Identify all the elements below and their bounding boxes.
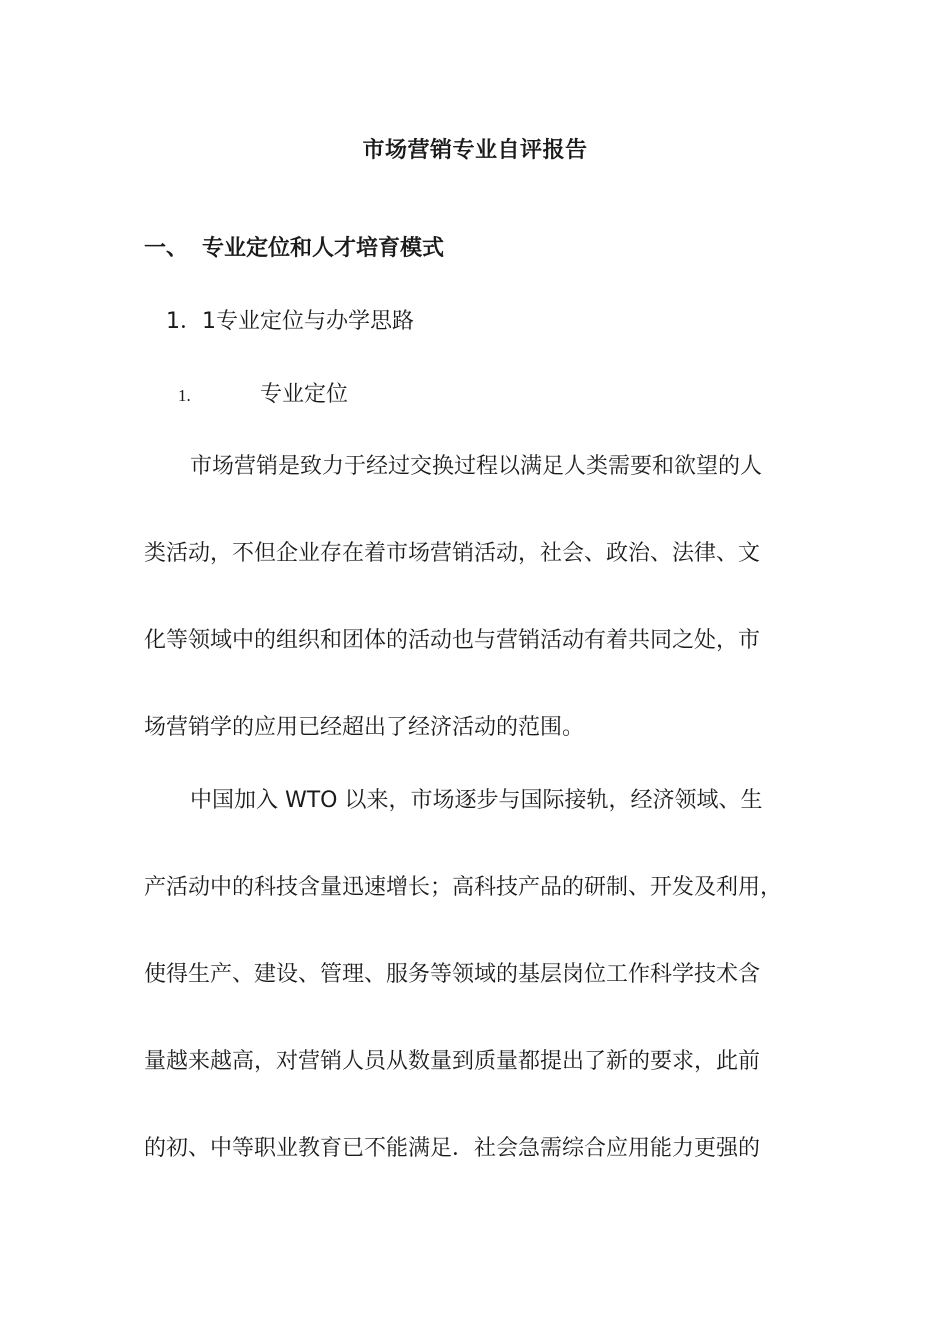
paragraph-line: 产活动中的科技含量迅速增长；高科技产品的研制、开发及利用， [144, 875, 783, 900]
document-title: 市场营销专业自评报告 [362, 138, 588, 163]
paragraph-line: 中国加入 WTO 以来，市场逐步与国际接轨，经济领域、生 [190, 788, 763, 813]
paragraph-line: 化等领域中的组织和团体的活动也与营销活动有着共同之处，市 [144, 628, 761, 653]
paragraph-line: 量越来越高，对营销人员从数量到质量都提出了新的要求，此前 [144, 1049, 761, 1074]
section-title: 专业定位和人才培育模式 [202, 236, 445, 261]
section-number: 一、 [144, 236, 189, 261]
subsection-heading-1-1: 1．1专业定位与办学思路 [166, 309, 414, 334]
item-heading-1 [178, 378, 348, 413]
item-title: 专业定位 [260, 382, 349, 407]
paragraph-line: 市场营销是致力于经过交换过程以满足人类需要和欲望的人 [190, 454, 763, 479]
paragraph-line: 类活动，不但企业存在着市场营销活动，社会、政治、法律、文 [144, 541, 761, 566]
section-heading-1 [144, 232, 444, 266]
item-number: 1. [178, 386, 191, 405]
paragraph-line: 场营销学的应用已经超出了经济活动的范围。 [144, 715, 585, 740]
paragraph-line: 使得生产、建设、管理、服务等领域的基层岗位工作科学技术含 [144, 962, 761, 987]
paragraph-line: 的初、中等职业教育已不能满足．社会急需综合应用能力更强的 [144, 1136, 761, 1161]
